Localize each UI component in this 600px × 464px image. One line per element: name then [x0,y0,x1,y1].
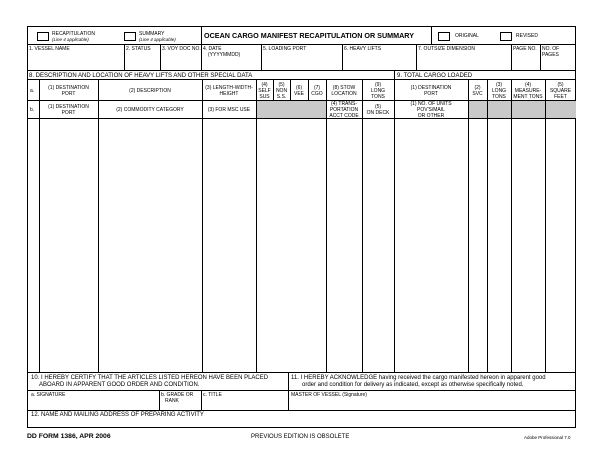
outsize-label: 7. OUTSIZE DIMENSION [418,46,475,52]
voy-doc-label: 3. VOY DOC NO. [162,46,201,52]
adobe-version: Adobe Professional 7.0 [524,435,571,440]
form-number: DD FORM 1386, APR 2006 [27,433,111,440]
section-11-line-1: 11. I HEREBY ACKNOWLEDGE having received the cargo manifested hereon in apparent good [291,375,546,381]
cargo-table-body[interactable] [27,119,576,372]
c5-1: (5) [278,82,285,88]
a-description: (2) DESCRIPTION [129,88,171,94]
b4-1: (4) TRANS- [330,101,358,107]
date-format: (YYYYMMDD) [208,52,241,58]
revised-label: REVISED [516,33,538,39]
s9-dest-2: PORT [424,91,438,97]
s9-sf-2: SQUARE [549,88,572,94]
section-9-title: 9. TOTAL CARGO LOADED [397,73,473,79]
no-of-label: NO. OF [542,46,560,52]
c4-3: SUS [259,94,270,100]
a-lwh-1: (3) LENGTH-WIDTH- [205,85,253,91]
summary-checkbox[interactable] [124,32,136,41]
original-label: ORIGINAL [455,33,479,39]
s9-units-2: POV'S/MAIL [417,107,445,113]
b4-2: PORTATION [329,107,359,113]
c9-3: TONS [371,94,385,100]
s9-lt-1: (3) [495,82,503,88]
b-dest-2: PORT [61,110,76,116]
s9-lt-2: LONG [491,88,507,94]
recap-sub: (Line 4 applicable) [52,37,89,42]
shaded-cell-b9 [468,101,576,118]
vessel-name-label: 1. VESSEL NAME [29,46,70,52]
a-lwh-2: HEIGHT [219,91,239,97]
c8-1: (8) STOW [332,85,356,91]
original-checkbox[interactable] [438,32,450,41]
row-a-label: a. [30,88,35,94]
c7-1: (7) [313,85,321,91]
section-8-title: 8. DESCRIPTION AND LOCATION OF HEAVY LIFTS AND OTHER SPECIAL DATA [29,73,253,79]
signature-field[interactable] [28,398,158,409]
c6-1: (6) [295,85,303,91]
b5-2: ON DECK [366,110,390,116]
form-title: OCEAN CARGO MANIFEST RECAPITULATION OR SUMMARY [204,31,415,40]
c9-2: LONG [370,88,386,94]
date-label: 4. DATE [203,46,222,52]
title-label: c. TITLE [203,392,222,398]
b4-3: ACCT CODE [329,113,359,119]
b-commodity: (2) COMMODITY CATEGORY [116,107,184,113]
status-label: 2. STATUS [126,46,151,52]
a-dest-2: PORT [61,91,76,97]
recapitulation-checkbox[interactable] [37,32,49,41]
section-10-line-2: ABOARD IN APPARENT GOOD ORDER AND CONDITION. [39,382,200,388]
c5-2: NON [275,88,288,94]
c4-1: (4) [261,82,268,88]
s9-svc-2: SVC [472,91,483,97]
s9-mt-1: (4) [524,82,532,88]
row-b-label: b. [30,107,35,113]
grade-label-1: b. GRADE OR [161,392,194,398]
c6-2: VEE [293,91,304,97]
c5-3: S.S. [276,94,287,100]
c9-1: (9) [374,82,382,88]
section-11-line-2: order and condition for delivery as indicated, except as otherwise specifically noted. [302,382,524,388]
summary-label: SUMMARY [139,31,165,37]
s9-dest-1: (1) DESTINATION [410,85,452,91]
recap-label: RECAPITULATION [52,31,95,37]
page-no-label: PAGE NO. [513,46,537,52]
loading-port-label: 5. LOADING PORT [263,46,307,52]
s9-svc-1: (2) [474,85,481,91]
s9-sf-1: (5) [557,82,564,88]
b5-1: (5) [374,104,382,110]
heavy-lifts-label: 6. HEAVY LIFTS [344,46,382,52]
signature-label: a. SIGNATURE [31,392,66,398]
b-dest-1: (1) DESTINATION [48,104,89,110]
section-10-line-1: 10. I HEREBY CERTIFY THAT THE ARTICLES LISTED HEREON HAVE BEEN PLACED [31,375,269,381]
s9-mt-2: MEASURE- [514,88,542,94]
b-msc: (3) FOR MSC USE [207,107,251,113]
summary-sub: (Line 4 applicable) [139,37,176,42]
section-12-label: 12. NAME AND MAILING ADDRESS OF PREPARING ACTIVITY [31,412,204,418]
preparing-activity-field[interactable] [28,419,575,427]
s9-lt-3: TONS [492,94,506,100]
c4-2: SELF [258,88,271,94]
shaded-cell-b [256,101,326,118]
s9-mt-3: MENT TONS [513,94,543,100]
grade-label-2: RANK [165,398,179,404]
master-signature-field[interactable] [290,398,575,409]
revised-checkbox[interactable] [500,32,512,41]
c8-2: LOCATION [331,91,357,97]
pages-label: PAGES [542,52,559,58]
a-dest-1: (1) DESTINATION [48,85,89,91]
obsolete-notice: PREVIOUS EDITION IS OBSOLETE [251,434,350,440]
s9-sf-3: FEET [554,94,567,100]
master-signature-label: MASTER OF VESSEL (Signature) [291,392,367,398]
s9-units-1: (1) NO. OF UNITS [410,101,452,107]
s9-units-3: OR OTHER [417,113,445,119]
c7-2: CGO [311,91,323,97]
